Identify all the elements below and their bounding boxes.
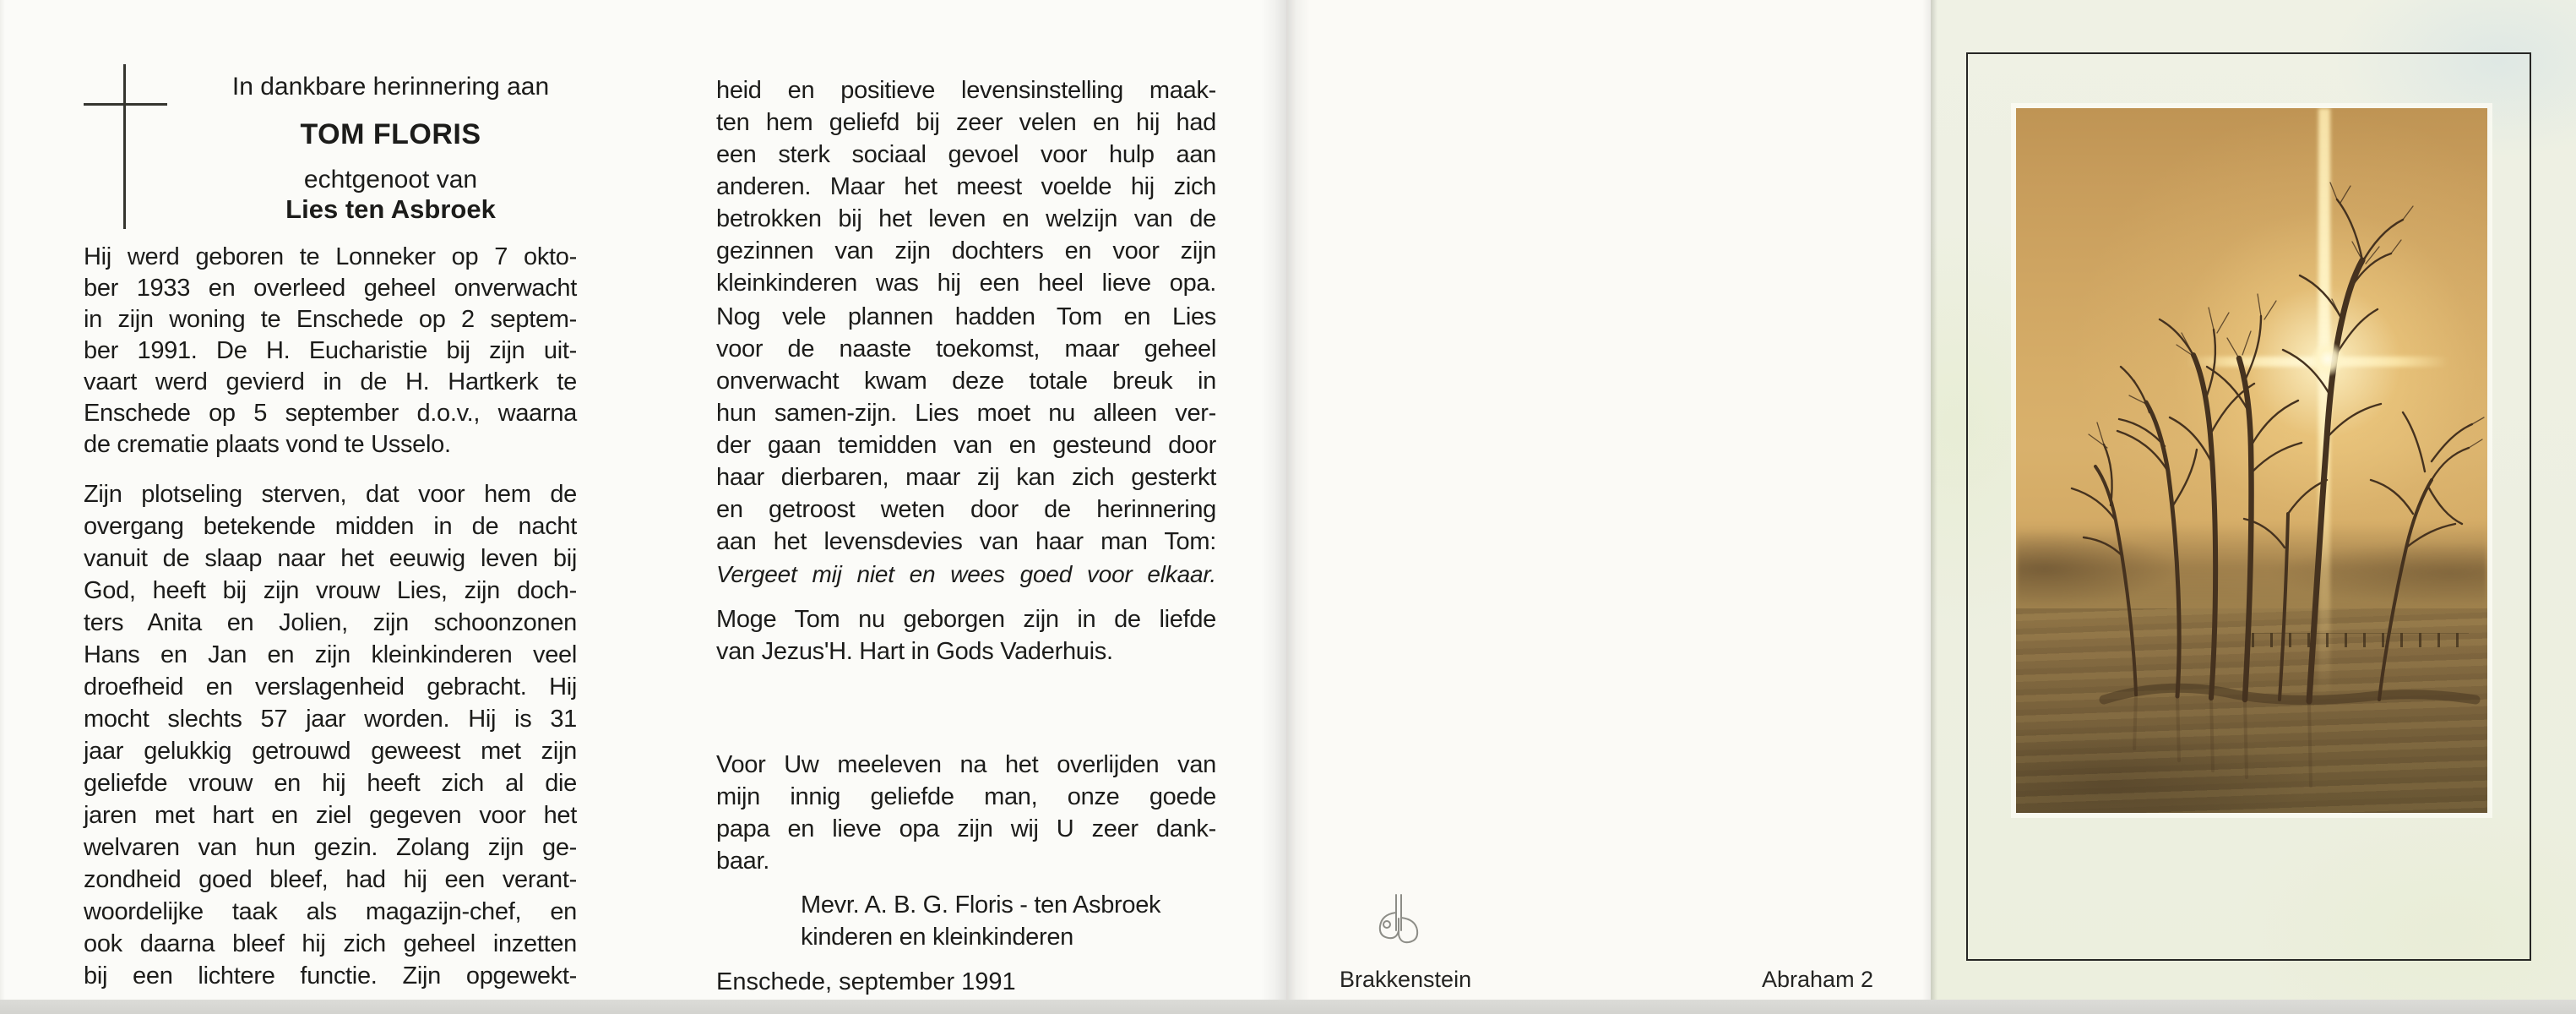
text-line: Zijn plotseling sterven, dat voor hem de [84, 481, 577, 508]
consolation-paragraph [716, 603, 1216, 668]
cross-light-flare-core [2311, 342, 2345, 376]
text-line: ook daarna bleef hij zich geheel inzetten [84, 930, 577, 957]
text-line: de crematie plaats vond te Usselo. [84, 431, 451, 458]
text-line: Voor Uw meeleven na het overlijden van [716, 751, 1216, 778]
text-line: heid en positieve levensinstelling maak- [716, 77, 1216, 104]
text-line: baar. [716, 848, 769, 875]
text-line: woordelijke taak als magazijn-chef, en [84, 898, 577, 925]
text-line: Moge Tom nu geborgen zijn in de liefde [716, 606, 1216, 633]
text-line: zondheid goed bleef, had hij een verant- [84, 866, 577, 893]
text-line: bij een lichtere functie. Zijn opgewekt- [84, 962, 577, 989]
text-line: onverwacht kwam deze totale breuk in [716, 368, 1216, 395]
text-line: ten hem geliefd bij zeer velen en hij had [716, 109, 1216, 136]
publisher-panel [1286, 0, 1931, 1014]
text-line: een sterk sociaal gevoel voor hulp aan [716, 141, 1216, 168]
text-line: kleinkinderen was hij een heel lieve opa. [716, 270, 1216, 297]
text-line: gezinnen van zijn dochters en voor zijn [716, 237, 1216, 264]
text-line: geliefde vrouw en hij heeft zich al die [84, 770, 577, 797]
memorial-intro: In dankbare herinnering aan [231, 73, 550, 101]
text-line: jaar gelukkig getrouwd geweest met zijn [84, 738, 577, 765]
text-line: welvaren van hun gezin. Zolang zijn ge- [84, 834, 577, 861]
inner-text-sheet [0, 0, 1286, 1014]
text-line: God, heeft bij zijn vrouw Lies, zijn doch- [84, 577, 577, 604]
text-line: van Jezus'H. Hart in Gods Vaderhuis. [716, 638, 1113, 665]
text-line: der gaan temidden van en gesteund door [716, 432, 1216, 459]
text-line: ber 1991. De H. Eucharistie bij zijn uit- [84, 337, 577, 364]
text-line: Mevr. A. B. G. Floris - ten Asbroek [801, 891, 1161, 919]
relation-label: echtgenoot van [303, 166, 478, 194]
dateline: Enschede, september 1991 [716, 968, 1016, 995]
cover-panel [1931, 0, 2576, 1014]
scan-edge-strip [0, 1000, 2576, 1014]
publisher-name: Brakkenstein [1340, 967, 1472, 992]
thanks-paragraph [716, 749, 1216, 877]
text-line: voor de naaste toekomst, maar geheel [716, 335, 1216, 363]
deceased-name: TOM FLORIS [300, 118, 481, 150]
fence-posts [2252, 633, 2469, 647]
text-line: papa en lieve opa zijn wij U zeer dank- [716, 815, 1216, 842]
text-line: haar dierbaren, maar zij kan zich gesterkt [716, 464, 1216, 491]
text-line: betrokken bij het leven en welzijn van de [716, 205, 1216, 232]
text-line: mijn innig geliefde man, onze goede [716, 783, 1216, 810]
text-line: aan het levensdevies van haar man Tom: [716, 528, 1216, 555]
signature-block [801, 889, 1223, 953]
text-line: ters Anita en Jolien, zijn schoonzonen [84, 609, 577, 636]
memorial-cross-icon [84, 103, 167, 106]
series-label: Abraham 2 [1762, 967, 1874, 992]
text-line: Nog vele plannen hadden Tom en Lies [716, 303, 1216, 330]
text-line: overgang betekende midden in de nacht [84, 513, 577, 540]
text-line: Hans en Jan en zijn kleinkinderen veel [84, 641, 577, 668]
text-line: anderen. Maar het meest voelde hij zich [716, 173, 1216, 200]
spouse-name: Lies ten Asbroek [285, 194, 496, 224]
text-line: in zijn woning te Enschede op 2 septem- [84, 306, 577, 333]
text-line: mocht slechts 57 jaar worden. Hij is 31 [84, 706, 577, 733]
obituary-paragraph-2 [84, 478, 577, 992]
life-motto-line: Vergeet mij niet en wees goed voor elkaar. [716, 561, 1216, 587]
memorial-cross-icon [123, 64, 126, 229]
text-line: jaren met hart en ziel gegeven voor het [84, 802, 577, 829]
text-line: Hij werd geboren te Lonneker op 7 okto- [84, 243, 577, 270]
text-line: droefheid en verslagenheid gebracht. Hij [84, 673, 577, 701]
obituary-paragraph-3 [716, 74, 1216, 299]
text-line: en getroost weten door de herinnering [716, 496, 1216, 523]
text-line: hun samen-zijn. Lies moet nu alleen ver- [716, 400, 1216, 427]
trees-silhouette [2016, 108, 2487, 813]
obituary-paragraph-4 [716, 301, 1216, 558]
text-line: kinderen en kleinkinderen [801, 924, 1073, 951]
text-line: vaart werd gevierd in de H. Hartkerk te [84, 368, 577, 395]
text-line: Enschede op 5 september d.o.v., waarna [84, 400, 577, 427]
obituary-paragraph-1 [84, 242, 577, 461]
cover-photo [2016, 108, 2487, 813]
text-line: vanuit de slaap naar het eeuwig leven bij [84, 545, 577, 572]
publisher-logo-icon [1373, 892, 1424, 951]
text-line: ber 1933 en overleed geheel onverwacht [84, 275, 577, 302]
